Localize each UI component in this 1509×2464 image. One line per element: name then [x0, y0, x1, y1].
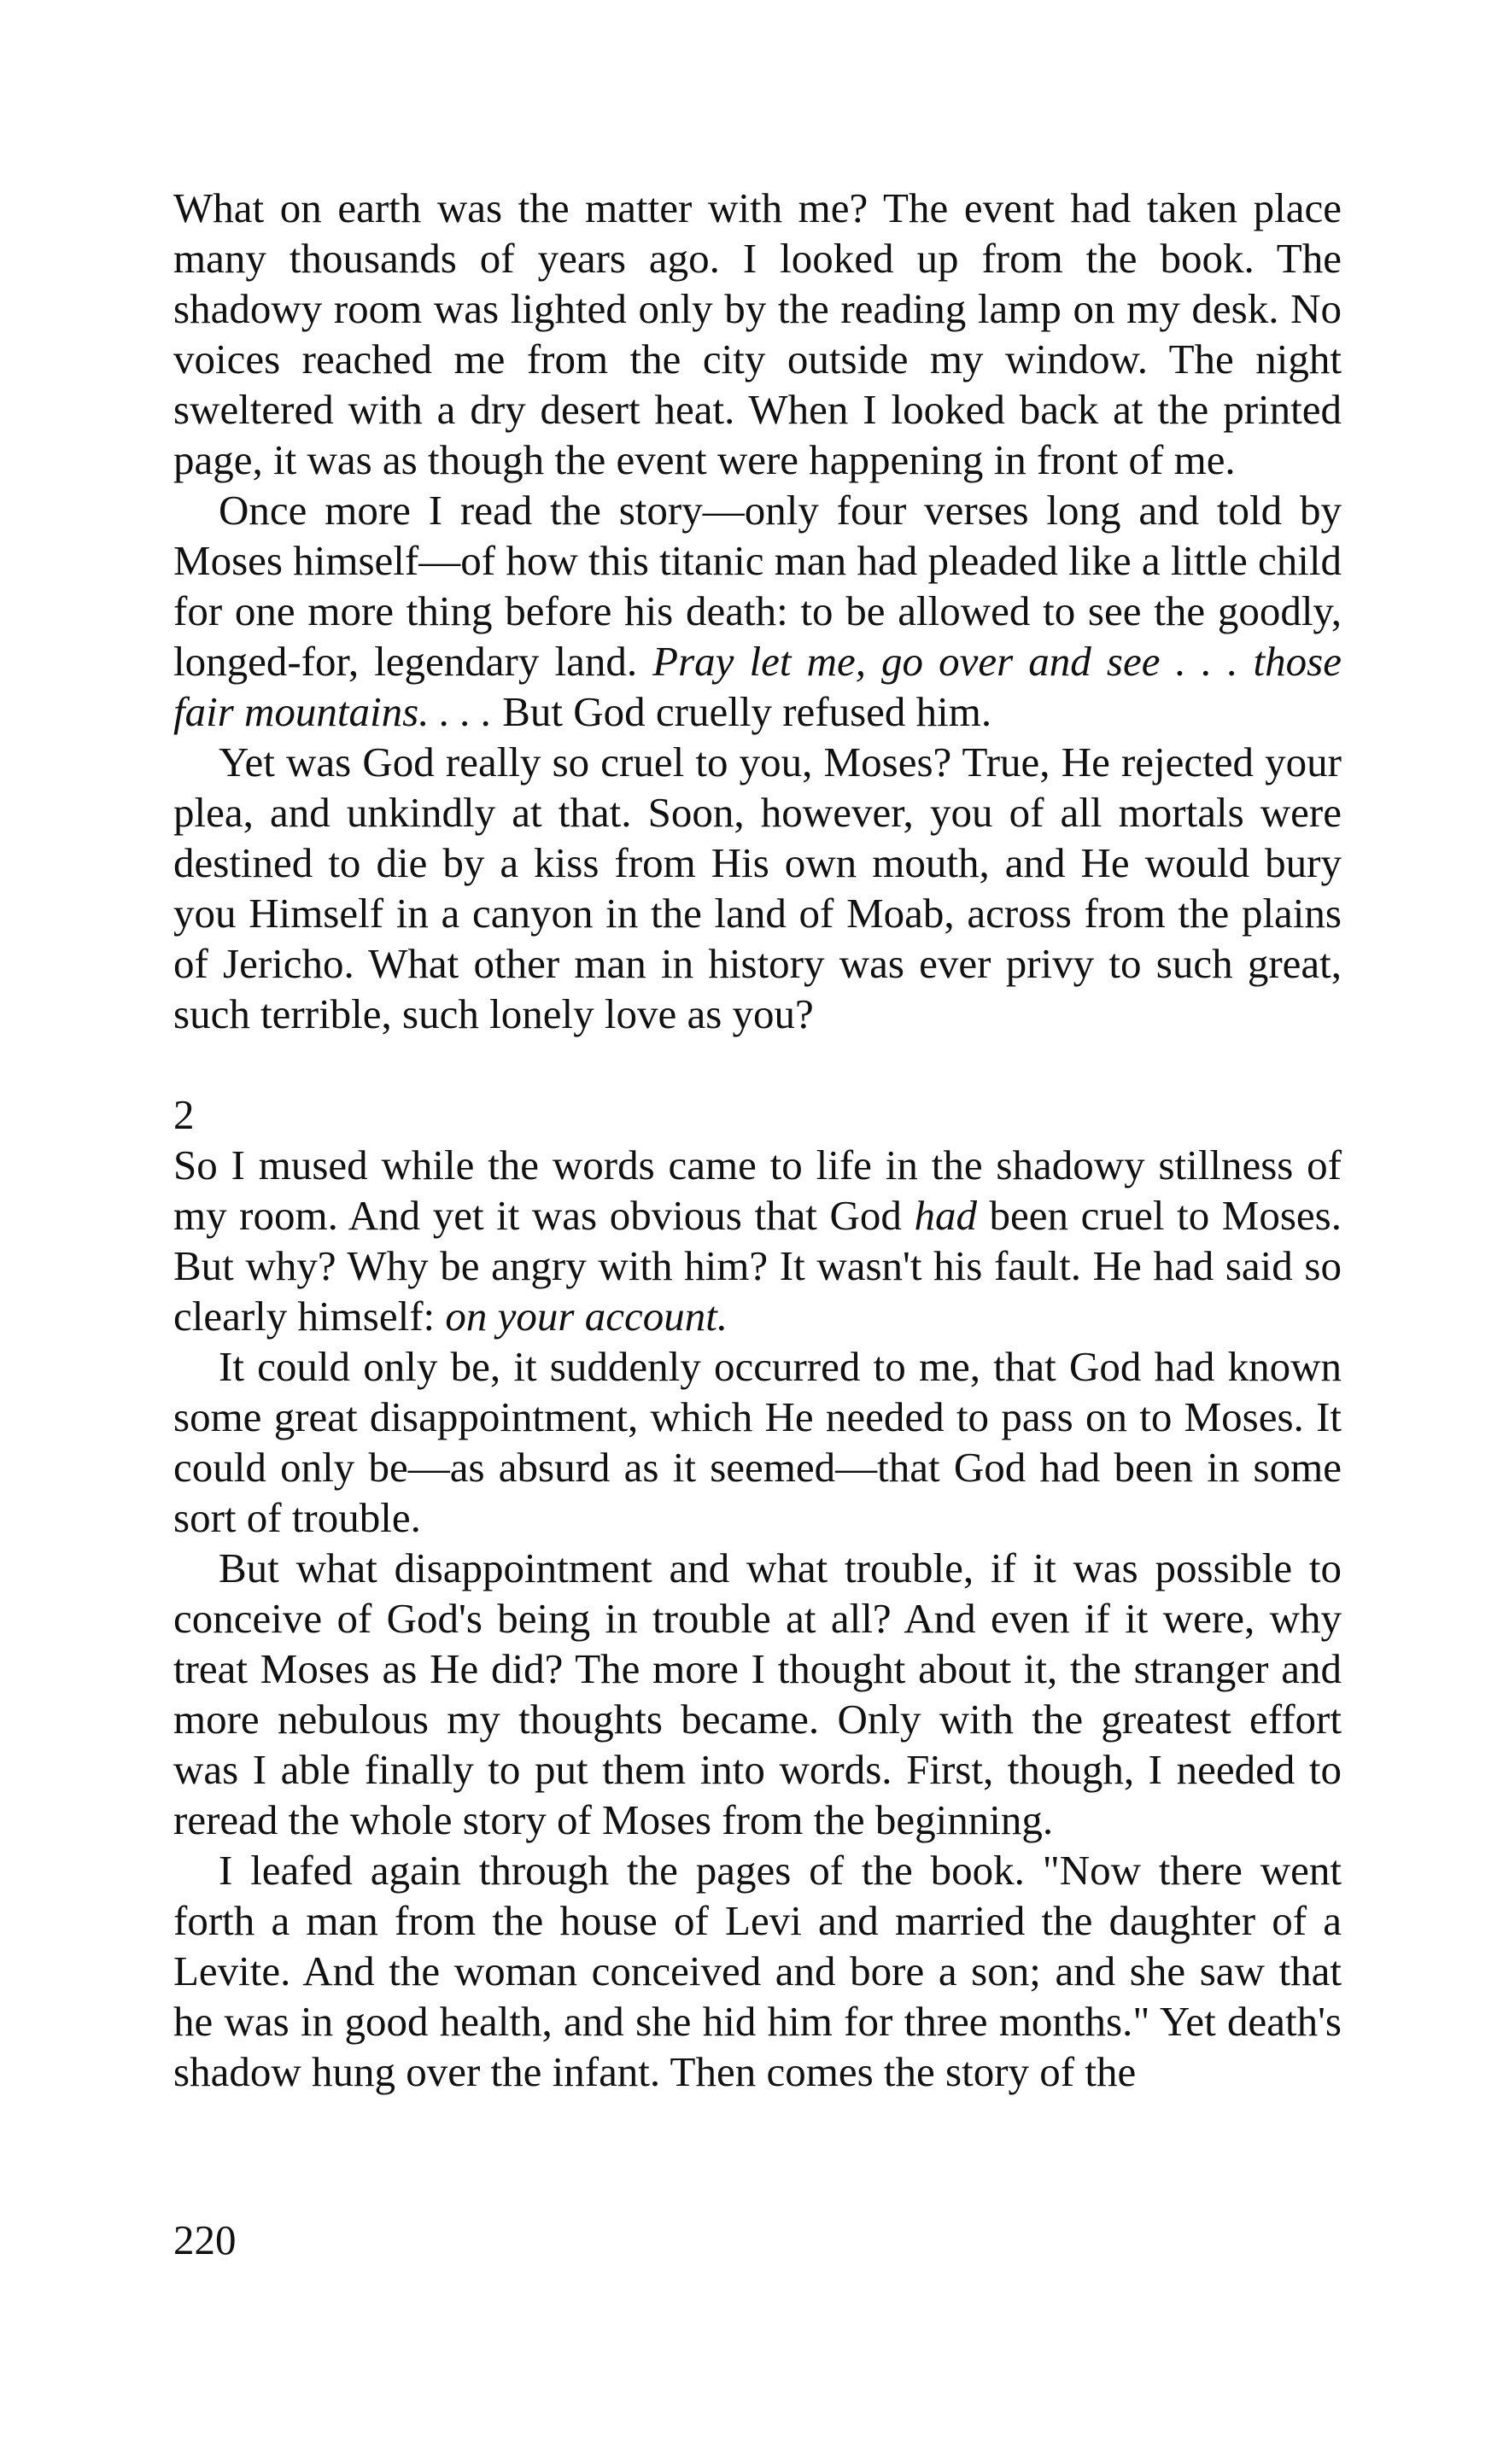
paragraph-4-text-a: So I mused while the words came to life in the shadowy stillness of my room. And yet it was obvious that God [173, 1141, 1342, 1239]
section-number: 2 [173, 1091, 195, 1138]
paragraph-4-emphasis-account: on your account. [445, 1293, 728, 1340]
paragraph-4-emphasis-had: had [914, 1192, 977, 1239]
paragraph-1: What on earth was the matter with me? The event had taken place many thousands of years ago. I looked up from the book. The shadowy room was lighted only by the reading lamp on my desk. No voices reached me from the city outside my window. The night sweltered with a dry desert heat. When I looked back at the printed page, it was as though the event were happening in front of me. [173, 184, 1342, 483]
paragraph-2-quote: Pray let me, go over and see . . . those fair mountains. . . . [173, 638, 1342, 735]
paragraph-5: It could only be, it suddenly occurred to me, that God had known some great disappointment, which He needed to pass on to Moses. It could only be—as absurd as it seemed—that God had been in some sort of trouble. [173, 1343, 1342, 1541]
paragraph-3: Yet was God really so cruel to you, Moses? True, He rejected your plea, and unkindly at that. Soon, however, you of all mortals were destined to die by a kiss from His own mouth, and He would bury you Himself in a canyon in the land of Moab, across from the plains of Jericho. What other man in history was ever privy to such great, such terrible, such lonely love as you? [173, 739, 1342, 1037]
paragraph-4-text-b: been cruel to Moses. But why? Why be angry with him? It wasn't his fault. He had said so clearly himself: [173, 1192, 1342, 1340]
paragraph-7: I leafed again through the pages of the book. "Now there went forth a man from the house of Levi and married the daughter of a Levite. And the woman conceived and bore a son; and she saw that he was in good health, and she hid him for three months." Yet death's shadow hung over the infant. Then comes the story of the [173, 1847, 1342, 2095]
page-number: 220 [173, 2216, 237, 2263]
paragraph-2-text-b: But God cruelly refused him. [491, 688, 992, 735]
page-body [173, 183, 1342, 2097]
paragraph-2 [173, 485, 1342, 737]
paragraph-2-text-a: Once more I read the story—only four verses long and told by Moses himself—of how this titanic man had pleaded like a little child for one more thing before his death: to be allowed to see the goodly, longed-for, legendary land. [173, 487, 1342, 685]
paragraph-4 [173, 1140, 1342, 1341]
paragraph-6: But what disappointment and what trouble, if it was possible to conceive of God's being in trouble at all? And even if it were, why treat Moses as He did? The more I thought about it, the stranger and more nebulous my thoughts became. Only with the greatest effort was I able finally to put them into words. First, though, I needed to reread the whole story of Moses from the beginning. [173, 1544, 1342, 1843]
